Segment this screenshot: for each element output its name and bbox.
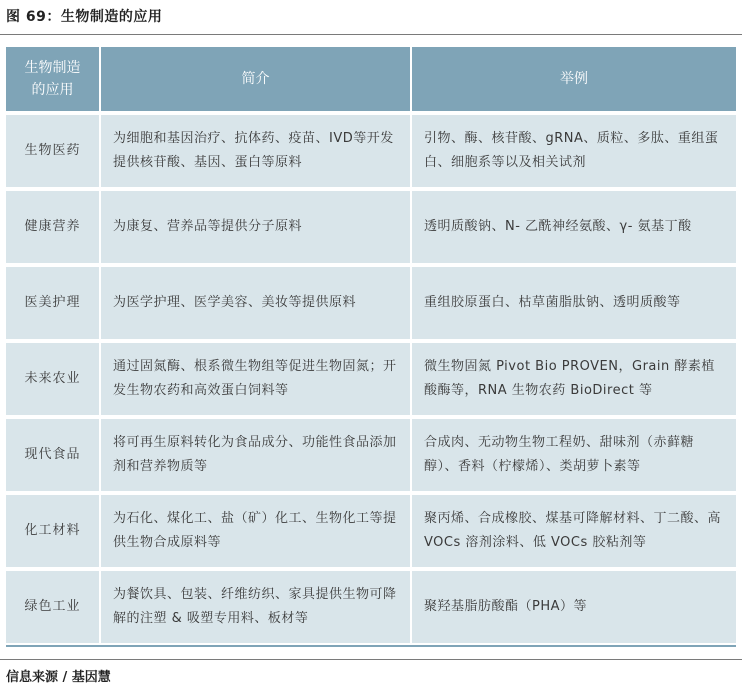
row-category: 健康营养 — [6, 189, 100, 265]
header-examples: 举例 — [411, 47, 736, 113]
table-row — [6, 569, 736, 643]
header-category — [6, 47, 100, 113]
row-category: 未来农业 — [6, 341, 100, 417]
application-table-container — [6, 47, 736, 647]
table-row — [6, 265, 736, 341]
row-category: 化工材料 — [6, 493, 100, 569]
row-intro: 通过固氮酶、根系微生物组等促进生物固氮；开发生物农药和高效蛋白饲料等 — [100, 341, 411, 417]
row-examples: 聚羟基脂肪酸酯（PHA）等 — [411, 569, 736, 643]
row-examples: 引物、酶、核苷酸、gRNA、质粒、多肽、重组蛋白、细胞系等以及相关试剂 — [411, 113, 736, 189]
header-intro: 简介 — [100, 47, 411, 113]
row-intro: 将可再生原料转化为食品成分、功能性食品添加剂和营养物质等 — [100, 417, 411, 493]
row-intro: 为医学护理、医学美容、美妆等提供原料 — [100, 265, 411, 341]
row-examples: 微生物固氮 Pivot Bio PROVEN，Grain 酵素植酸酶等，RNA 生物农药 BioDirect 等 — [411, 341, 736, 417]
table-row — [6, 341, 736, 417]
row-examples: 聚丙烯、合成橡胶、煤基可降解材料、丁二酸、高 VOCs 溶剂涂料、低 VOCs 胶粘剂等 — [411, 493, 736, 569]
row-intro: 为细胞和基因治疗、抗体药、疫苗、IVD等开发提供核苷酸、基因、蛋白等原料 — [100, 113, 411, 189]
row-category: 现代食品 — [6, 417, 100, 493]
row-examples: 透明质酸钠、N- 乙酰神经氨酸、γ- 氨基丁酸 — [411, 189, 736, 265]
row-examples: 合成肉、无动物生物工程奶、甜味剂（赤藓糖醇）、香料（柠檬烯）、类胡萝卜素等 — [411, 417, 736, 493]
row-intro: 为石化、煤化工、盐（矿）化工、生物化工等提供生物合成原料等 — [100, 493, 411, 569]
table-row — [6, 113, 736, 189]
row-category: 医美护理 — [6, 265, 100, 341]
row-intro: 为康复、营养品等提供分子原料 — [100, 189, 411, 265]
row-category: 绿色工业 — [6, 569, 100, 643]
title-divider — [0, 34, 742, 35]
row-category: 生物医药 — [6, 113, 100, 189]
table-bottom-rule — [6, 645, 736, 647]
table-row — [6, 417, 736, 493]
header-category-label: 生物制造 的应用 — [24, 60, 81, 98]
application-table — [6, 47, 736, 643]
table-row — [6, 189, 736, 265]
table-header-row — [6, 47, 736, 113]
row-examples: 重组胶原蛋白、枯草菌脂肽钠、透明质酸等 — [411, 265, 736, 341]
figure-title: 图 69：生物制造的应用 — [6, 9, 163, 25]
source-note: 信息来源 / 基因慧 — [6, 670, 111, 685]
table-row — [6, 493, 736, 569]
source-divider — [0, 659, 742, 660]
row-intro: 为餐饮具、包装、纤维纺织、家具提供生物可降解的注塑 & 吸塑专用料、板材等 — [100, 569, 411, 643]
